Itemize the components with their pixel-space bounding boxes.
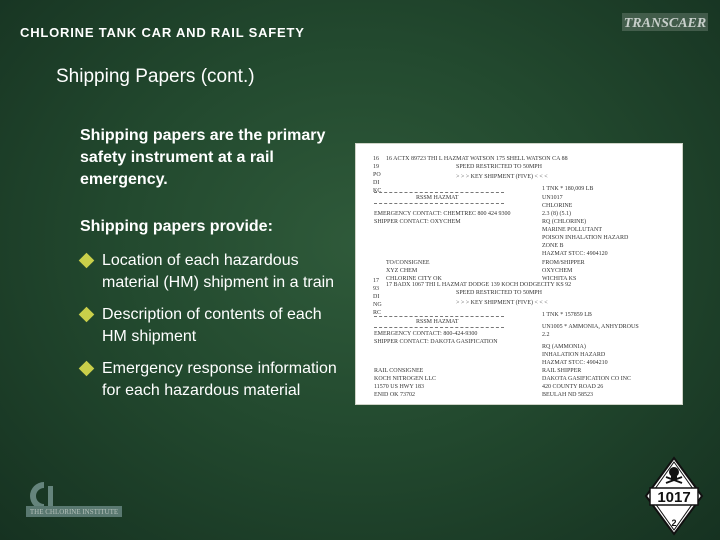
doc-line: POISON INHALATION HAZARD — [542, 235, 629, 241]
doc-line: ZONE B — [542, 243, 564, 249]
doc-line: SPEED RESTRICTED TO 50MPH — [456, 290, 542, 296]
doc-line: 16 ACTX 89723 THI L HAZMAT WATSON 175 SHELL WATSON CA 88 — [386, 156, 568, 162]
doc-line: CHLORINE CITY OK — [386, 276, 442, 282]
dashed-rule — [374, 327, 504, 328]
bullet-text: Description of contents of each HM shipment — [102, 306, 322, 345]
doc-line: INHALATION HAZARD — [542, 352, 606, 358]
margin-code: DI — [373, 294, 380, 300]
doc-line: UN1017 — [542, 195, 563, 201]
doc-line: RSSM HAZMAT — [416, 195, 459, 201]
provide-heading: Shipping papers provide: — [80, 218, 273, 235]
doc-line: UN1005 * AMMONIA, ANHYDROUS — [542, 324, 639, 330]
doc-line: DAKOTA GASIFICATION CO INC — [542, 376, 632, 382]
transcaer-logo — [622, 10, 708, 34]
doc-line: TO/CONSIGNEE — [386, 260, 430, 266]
doc-line: FROM/SHIPPER — [542, 260, 585, 266]
dashed-rule — [374, 316, 504, 317]
doc-line: RQ (CHLORINE) — [542, 219, 587, 225]
diamond-bullet-icon — [79, 253, 95, 269]
margin-code: 17 — [373, 278, 379, 284]
margin-code: 93 — [373, 286, 379, 292]
doc-line: RSSM HAZMAT — [416, 319, 459, 325]
chlorine-institute-logo — [24, 480, 124, 518]
doc-line: EMERGENCY CONTACT: 800-424-9300 — [374, 331, 478, 337]
doc-line: 1 TNK * 157859 LB — [542, 312, 592, 318]
doc-line: SHIPPER CONTACT: OXYCHEM — [374, 219, 461, 225]
doc-line: OXYCHEM — [542, 268, 573, 274]
dashed-rule — [374, 203, 504, 204]
un-number: 1017 — [657, 489, 691, 506]
doc-line: HAZMAT STCC: 4904120 — [542, 251, 608, 257]
bullet-item — [80, 250, 340, 294]
margin-code: 19 — [373, 164, 379, 170]
chlorine-institute-logo-text: THE CHLORINE INSTITUTE — [29, 508, 119, 516]
margin-code: RC — [373, 310, 382, 316]
margin-code: KC — [373, 188, 382, 194]
diamond-bullet-icon — [79, 361, 95, 377]
doc-line: CHLORINE — [542, 203, 573, 209]
doc-line: RQ (AMMONIA) — [542, 344, 586, 350]
doc-line: KOCH NITROGEN LLC — [374, 376, 436, 382]
bullet-item — [80, 358, 340, 402]
doc-line: MARINE POLLUTANT — [542, 227, 603, 233]
doc-line: 2.2 — [542, 332, 550, 338]
doc-line: 2.3 (8) (5.1) — [542, 211, 571, 217]
bullet-text: Emergency response information for each hazardous material — [102, 360, 337, 399]
doc-line: RAIL CONSIGNEE — [374, 368, 424, 374]
doc-line: ENID OK 73702 — [374, 392, 415, 398]
doc-line: SHIPPER CONTACT: DAKOTA GASIFICATION — [374, 339, 498, 345]
doc-line: > > > KEY SHIPMENT (FIVE) < < < — [456, 300, 548, 306]
doc-line: EMERGENCY CONTACT: CHEMTREC 800 424 9300 — [374, 211, 511, 217]
shipping-paper-image — [355, 143, 683, 405]
doc-line: 11570 US HWY 183 — [374, 384, 425, 390]
slide-title: Shipping Papers (cont.) — [56, 66, 255, 87]
doc-line: SPEED RESTRICTED TO 50MPH — [456, 164, 542, 170]
doc-line: BEULAH ND 58523 — [542, 392, 593, 398]
bullet-list — [80, 250, 340, 412]
diamond-bullet-icon — [79, 307, 95, 323]
doc-line: 17 BADX 1067 THI L HAZMAT DODGE 139 KOCH DODGECITY KS 92 — [386, 282, 572, 288]
margin-code: NG — [373, 302, 382, 308]
slide-header: CHLORINE TANK CAR AND RAIL SAFETY — [20, 25, 305, 40]
margin-code: PO — [373, 172, 381, 178]
margin-code: DI — [373, 180, 380, 186]
doc-line: 1 TNK * 180,009 LB — [542, 186, 594, 192]
doc-line: 420 COUNTY ROAD 26 — [542, 384, 604, 390]
hazard-class-number: 2 — [671, 518, 677, 528]
margin-code: 16 — [373, 156, 379, 162]
bullet-item — [80, 304, 340, 348]
hazmat-placard-icon — [644, 456, 704, 536]
doc-line: WICHITA KS — [542, 276, 577, 282]
doc-line: RAIL SHIPPER — [542, 368, 582, 374]
dashed-rule — [374, 192, 504, 193]
transcaer-logo-text: TRANSCAER — [623, 16, 707, 31]
doc-line: XYZ CHEM — [386, 268, 418, 274]
doc-line: HAZMAT STCC: 4904210 — [542, 360, 608, 366]
bullet-text: Location of each hazardous material (HM) shipment in a train — [102, 252, 335, 291]
doc-line: > > > KEY SHIPMENT (FIVE) < < < — [456, 174, 548, 180]
intro-text: Shipping papers are the primary safety instrument at a rail emergency. — [80, 127, 326, 188]
